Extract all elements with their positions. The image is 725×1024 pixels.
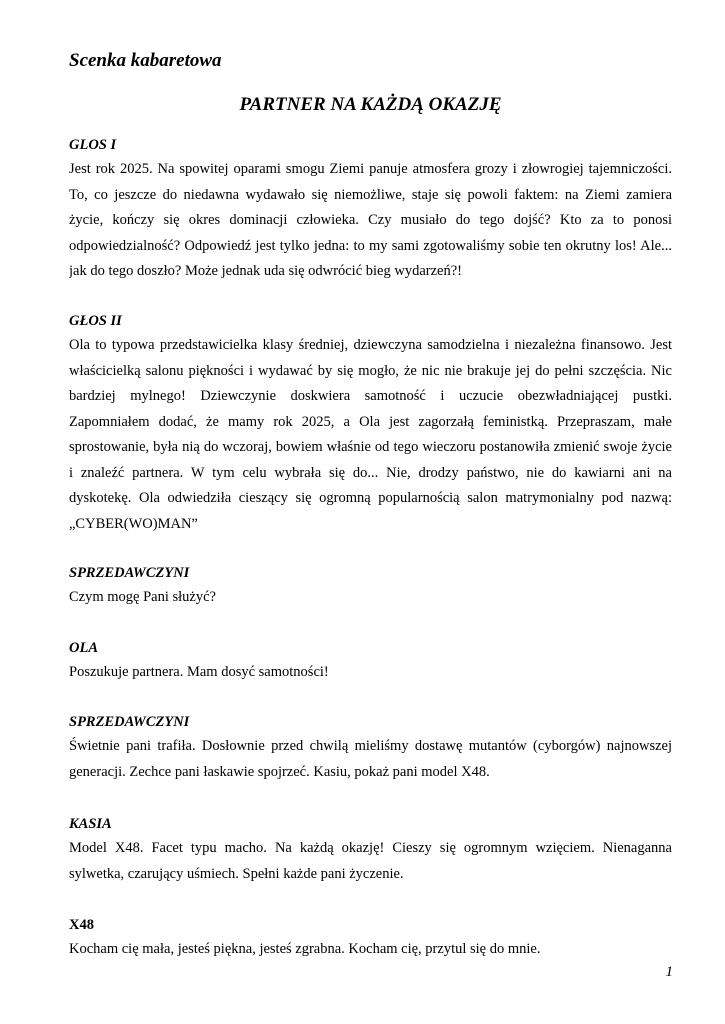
paragraph <box>69 157 672 285</box>
speaker-name: OLA <box>69 640 98 656</box>
text-line: i znaleźć partnera. W tym celu wybrała się do... Nie, drodzy państwo, nie do kawiarni ani na <box>69 464 672 481</box>
text-line: „CYBER(WO)MAN” <box>69 515 198 532</box>
section-x48 <box>69 913 672 963</box>
text-line: sylwetka, czarujący uśmiech. Spełni każde pani życzenie. <box>69 865 404 882</box>
text-line: jak do tego doszło? Może jednak uda się odwrócić bieg wydarzeń?! <box>69 263 462 279</box>
paragraph <box>69 660 672 686</box>
paragraph <box>69 585 672 611</box>
text-line: To, co jeszcze do niedawna wydawało się niemożliwe, staje się powoli faktem: na Ziemi zamiera <box>69 186 672 203</box>
text-line: sprostowanie, była nią do wczoraj, bowiem właśnie od tego wieczoru postanowiła zmienić swoje życie <box>69 439 672 455</box>
speaker-name: X48 <box>69 917 94 933</box>
text-line: Kocham cię mała, jesteś piękna, jesteś zgrabna. Kocham cię, przytul się do mnie. <box>69 941 541 957</box>
text-line: Jest rok 2025. Na spowitej oparami smogu Ziemi panuje atmosfera grozy i złowrogiej tajemniczości. <box>69 161 672 177</box>
text-line: życie, kończy się okres dominacji człowieka. Czy musiało do tego dojść? Kto za to ponosi <box>69 212 672 228</box>
text-line: Ola to typowa przedstawicielka klasy średniej, dziewczyna samodzielna i niezależna finansowo. Jest <box>69 337 672 353</box>
text-line: Poszukuje partnera. Mam dosyć samotności! <box>69 664 329 680</box>
speaker-name: GLOS I <box>69 137 117 153</box>
section-sprzedawczyni-1 <box>69 561 672 611</box>
paragraph <box>69 937 672 963</box>
text-line: Świetnie pani trafiła. Dosłownie przed chwilą mieliśmy dostawę mutantów (cyborgów) najnowszej <box>69 738 672 754</box>
speaker-name: KASIA <box>69 816 112 832</box>
document-subtitle: Scenka kabaretowa <box>69 50 222 71</box>
section-glos-1 <box>69 133 672 285</box>
speaker-name: SPRZEDAWCZYNI <box>69 565 190 581</box>
section-ola <box>69 636 672 686</box>
speaker-name: GŁOS II <box>69 313 122 329</box>
section-glos-2 <box>69 309 672 537</box>
paragraph <box>69 333 672 537</box>
paragraph <box>69 734 672 785</box>
text-line: dyskotekę. Ola odwiedziła cieszący się ogromną popularnością salon matrymonialny pod nazwą: <box>69 490 672 506</box>
text-line: Czym mogę Pani służyć? <box>69 589 216 605</box>
text-line: właścicielką salonu piękności i wydawać by się mogło, że nic nie brakuje jej do pełni szczęścia. Nic <box>69 362 672 379</box>
page-number: 1 <box>665 964 673 980</box>
section-kasia <box>69 812 672 887</box>
text-line: Zapomniałem dodać, że mamy rok 2025, a Ola jest zagorzałą feministką. Przepraszam, małe <box>69 413 672 430</box>
speaker-name: SPRZEDAWCZYNI <box>69 714 190 730</box>
text-line: odpowiedzialność? Odpowiedź jest tylko jedna: to my sami zgotowaliśmy sobie ten okrutny los! Ale... <box>69 237 672 254</box>
document-title: PARTNER NA KAŻDĄ OKAZJĘ <box>239 94 502 115</box>
section-sprzedawczyni-2 <box>69 710 672 785</box>
paragraph <box>69 836 672 887</box>
text-line: bardziej mylnego! Dziewczynie doskwiera samotność i uczucie obezwładniającej pustki. <box>69 388 672 404</box>
text-line: Model X48. Facet typu macho. Na każdą okazję! Cieszy się ogromnym wzięciem. Nienaganna <box>69 840 672 856</box>
text-line: generacji. Zechce pani łaskawie spojrzeć. Kasiu, pokaż pani model X48. <box>69 763 490 780</box>
